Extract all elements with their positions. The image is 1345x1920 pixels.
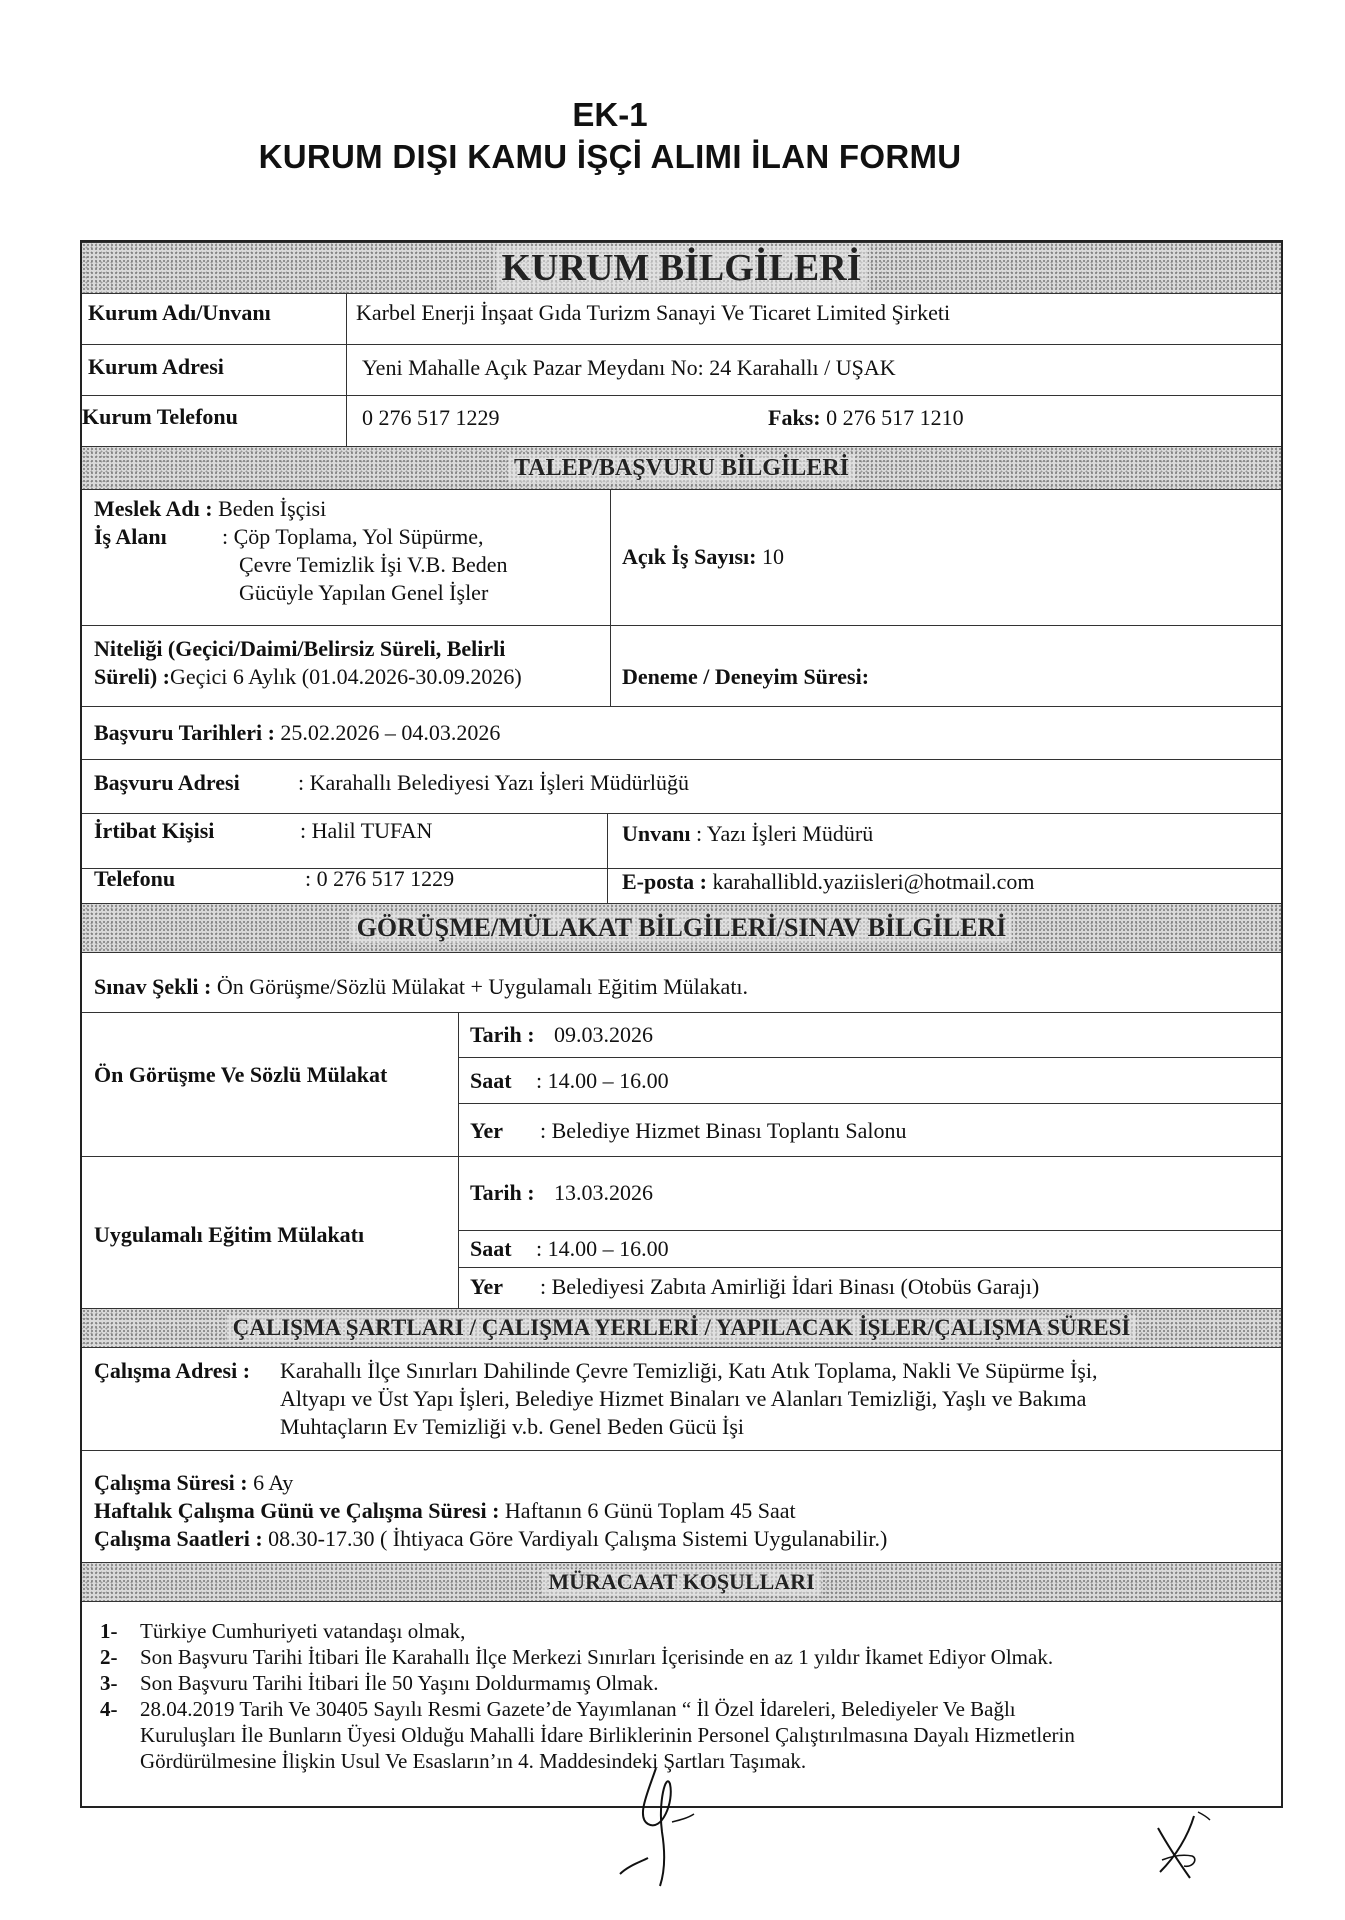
nitelik-label-2: Süreli) : [94, 664, 170, 689]
basvuru-tarih-label: Başvuru Tarihleri : [94, 720, 275, 745]
unvan-value: : Yazı İşleri Müdürü [695, 821, 874, 846]
kurum-address-value: Yeni Mahalle Açık Pazar Meydanı No: 24 Karahallı / UŞAK [362, 355, 896, 380]
uyg-tarih-label: Tarih : [470, 1180, 535, 1205]
condition-number: 1- [100, 1619, 118, 1643]
calisma-sure-label: Çalışma Süresi : [94, 1470, 248, 1495]
uyg-yer-value: : Belediyesi Zabıta Amirliği İdari Binası (Otobüs Garajı) [540, 1274, 1040, 1299]
isalani-line3: Gücüyle Yapılan Genel İşler [239, 580, 489, 605]
section-title-muracaat: MÜRACAAT KOŞULLARI [542, 1569, 820, 1595]
uyg-yer-label: Yer [470, 1274, 503, 1299]
condition-number: 2- [100, 1645, 118, 1669]
irtibat-label: İrtibat Kişisi [94, 818, 215, 843]
basvuru-adres-label: Başvuru Adresi [94, 770, 240, 795]
calisma-sure-value: 6 Ay [253, 1470, 294, 1495]
nitelik-label-1: Niteliği (Geçici/Daimi/Belirsiz Süreli, Belirli [94, 636, 506, 661]
irtibat-value: : Halil TUFAN [300, 818, 433, 843]
announcement-form [80, 240, 1283, 1808]
divider [82, 1156, 1281, 1157]
haftalik-label: Haftalık Çalışma Günü ve Çalışma Süresi : [94, 1498, 500, 1523]
section-title-gorusme: GÖRÜŞME/MÜLAKAT BİLGİLERİ/SINAV BİLGİLERİ [351, 913, 1013, 943]
divider [458, 1057, 1281, 1058]
nitelik-row [94, 662, 522, 692]
section-title-calisma: ÇALIŞMA ŞARTLARI / ÇALIŞMA YERLERİ / YAPILACAK İŞLER/ÇALIŞMA SÜRESİ [227, 1315, 1137, 1341]
uyg-tarih-value: 13.03.2026 [554, 1180, 653, 1205]
on-saat-label: Saat [470, 1068, 512, 1093]
uyg-saat-label: Saat [470, 1236, 512, 1261]
calisma-adres-line1: Karahallı İlçe Sınırları Dahilinde Çevre Temizliği, Katı Atık Toplama, Nakli Ve Süpürme İşi, [280, 1358, 1098, 1383]
condition-text: 28.04.2019 Tarih Ve 30405 Sayılı Resmi Gazete’de Yayımlanan “ İl Özel İdareleri, Belediyeler Ve Bağlı [140, 1697, 1016, 1721]
isalani-label: İş Alanı [94, 524, 167, 549]
calisma-adres-label: Çalışma Adresi : [94, 1358, 251, 1383]
nitelik-value: Geçici 6 Aylık (01.04.2026-30.09.2026) [169, 664, 522, 689]
section-header-gorusme [82, 903, 1281, 953]
on-yer-value: : Belediye Hizmet Binası Toplantı Salonu [540, 1118, 907, 1143]
divider [458, 1230, 1281, 1231]
divider [346, 294, 347, 446]
telefon-label: Telefonu [94, 866, 176, 891]
acik-is-value: 10 [761, 544, 784, 569]
kurum-phone-label: Kurum Telefonu [82, 404, 238, 429]
unvan-row [622, 819, 873, 849]
on-gorusme-title: Ön Görüşme Ve Sözlü Mülakat [94, 1062, 388, 1087]
calisma-adres-line3: Muhtaçların Ev Temizliği v.b. Genel Beden Gücü İşi [280, 1414, 745, 1439]
acik-is-row [622, 542, 784, 572]
kurum-fax-label: Faks: [768, 405, 821, 430]
condition-text: Türkiye Cumhuriyeti vatandaşı olmak, [140, 1619, 466, 1643]
acik-is-label: Açık İş Sayısı: [622, 544, 757, 569]
divider [610, 490, 611, 706]
divider [82, 1012, 1281, 1013]
divider [82, 344, 1281, 345]
kurum-name-label: Kurum Adı/Unvanı [88, 300, 271, 325]
section-title-talep: TALEP/BAŞVURU BİLGİLERİ [508, 455, 855, 482]
condition-text: Son Başvuru Tarihi İtibari İle 50 Yaşını Doldurmamış Olmak. [140, 1671, 659, 1695]
eposta-row [622, 867, 1035, 897]
haftalik-row [94, 1496, 796, 1526]
section-header-muracaat [82, 1562, 1281, 1602]
telefon-value: : 0 276 517 1229 [305, 866, 455, 891]
uyg-saat-value: : 14.00 – 16.00 [536, 1236, 669, 1261]
kurum-phone-value: 0 276 517 1229 [362, 405, 500, 430]
uyg-mulakat-title: Uygulamalı Eğitim Mülakatı [94, 1222, 365, 1247]
divider [82, 759, 1281, 760]
calisma-adres-line2: Altyapı ve Üst Yapı İşleri, Belediye Hizmet Binaları ve Alanları Temizliği, Yaşlı ve Bakıma [280, 1386, 1087, 1411]
condition-number: 4- [100, 1697, 118, 1721]
eposta-value: karahallibld.yaziisleri@hotmail.com [712, 869, 1035, 894]
on-tarih-value: 09.03.2026 [554, 1022, 653, 1047]
condition-number: 3- [100, 1671, 118, 1695]
on-tarih-label: Tarih : [470, 1022, 535, 1047]
kurum-fax-value: 0 276 517 1210 [826, 405, 964, 430]
divider [458, 1267, 1281, 1268]
meslek-row [94, 494, 326, 524]
unvan-label: Unvanı [622, 821, 691, 846]
sinav-row [94, 972, 748, 1002]
calisma-sure-row [94, 1468, 293, 1498]
condition-text: Gördürülmesine İlişkin Usul Ve Esasların’ın 4. Maddesindeki Şartları Taşımak. [140, 1749, 807, 1773]
sinav-value: Ön Görüşme/Sözlü Mülakat + Uygulamalı Eğitim Mülakatı. [216, 974, 749, 999]
section-title-kurum: KURUM BİLGİLERİ [496, 246, 868, 290]
divider [82, 625, 1281, 626]
section-header-calisma [82, 1308, 1281, 1348]
isalani-line2: Çevre Temizlik İşi V.B. Beden [239, 552, 508, 577]
condition-text: Kuruluşları İle Bunların Üyesi Olduğu Mahalli İdare Birliklerinin Personel Çalıştırılmasına Dayalı Hizmetlerin [140, 1723, 1075, 1747]
eposta-label: E-posta : [622, 869, 707, 894]
divider [82, 1450, 1281, 1451]
signature-mark-right [1148, 1806, 1218, 1886]
calisma-saatleri-label: Çalışma Saatleri : [94, 1526, 263, 1551]
basvuru-tarih-row [94, 718, 500, 748]
section-header-talep [82, 446, 1281, 490]
isalani-line1: : Çöp Toplama, Yol Süpürme, [222, 524, 484, 549]
meslek-label: Meslek Adı : [94, 496, 213, 521]
divider [82, 395, 1281, 396]
doc-annex-number: EK-1 [572, 96, 648, 133]
section-header-kurum [82, 242, 1281, 294]
doc-title: KURUM DIŞI KAMU İŞÇİ ALIMI İLAN FORMU [258, 138, 962, 175]
basvuru-adres-value: : Karahallı Belediyesi Yazı İşleri Müdürlüğü [298, 770, 690, 795]
on-saat-value: : 14.00 – 16.00 [536, 1068, 669, 1093]
sinav-label: Sınav Şekli : [94, 974, 212, 999]
basvuru-tarih-value: 25.02.2026 – 04.03.2026 [280, 720, 501, 745]
meslek-value: Beden İşçisi [218, 496, 327, 521]
kurum-fax [768, 403, 964, 433]
divider [458, 1103, 1281, 1104]
on-yer-label: Yer [470, 1118, 503, 1143]
kurum-address-label: Kurum Adresi [88, 354, 224, 379]
condition-text: Son Başvuru Tarihi İtibari İle Karahallı İlçe Merkezi Sınırları İçerisinde en az 1 yıldır İkamet Ediyor Olmak. [140, 1645, 1054, 1669]
divider [82, 706, 1281, 707]
divider [82, 813, 1281, 814]
calisma-saatleri-value: 08.30-17.30 ( İhtiyaca Göre Vardiyalı Çalışma Sistemi Uygulanabilir.) [268, 1526, 888, 1551]
haftalik-value: Haftanın 6 Günü Toplam 45 Saat [504, 1498, 796, 1523]
calisma-saatleri-row [94, 1524, 887, 1554]
kurum-name-value: Karbel Enerji İnşaat Gıda Turizm Sanayi Ve Ticaret Limited Şirketi [356, 300, 951, 325]
signature-mark-left [618, 1762, 708, 1890]
deneme-label: Deneme / Deneyim Süresi: [622, 664, 870, 689]
